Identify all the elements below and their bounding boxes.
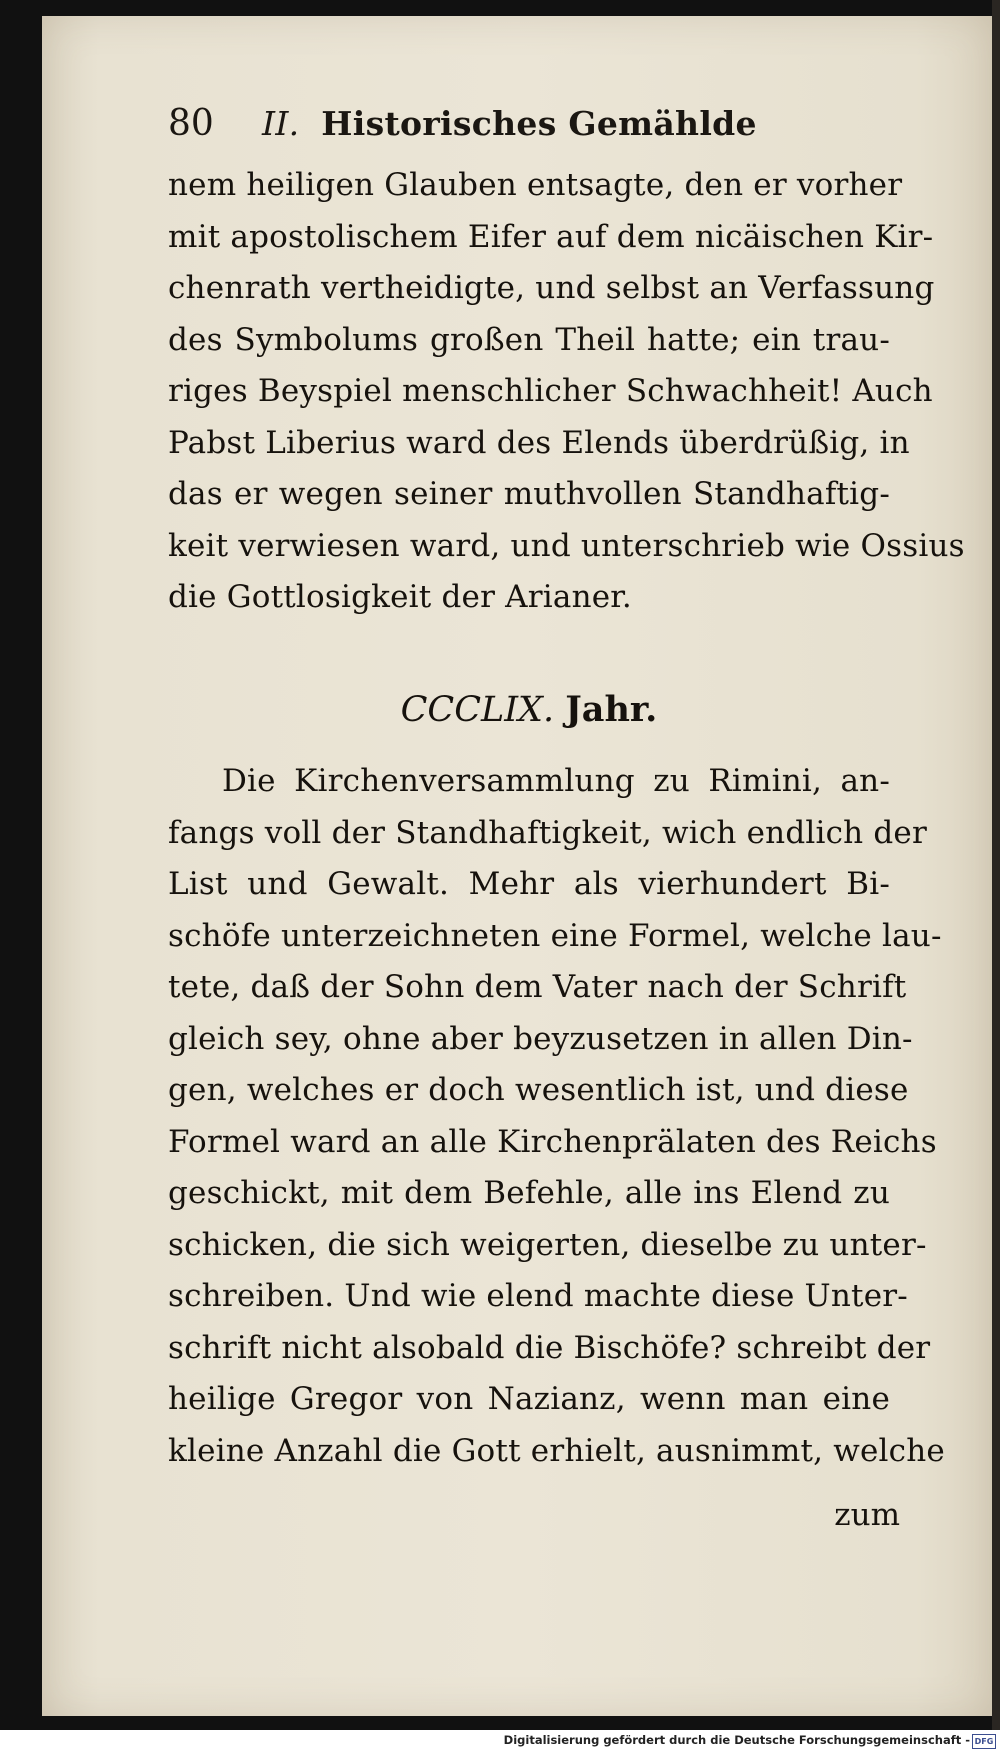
section-heading-word: Jahr. — [565, 689, 658, 730]
text-line: schreiben. Und wie elend machte diese Unter- — [168, 1278, 908, 1314]
text-line: geschickt, mit dem Befehle, alle ins Elend zu — [168, 1175, 890, 1211]
text-line: schrift nicht alsobald die Bischöfe? schreibt der — [168, 1329, 931, 1366]
text-line: tete, daß der Sohn dem Vater nach der Schrift — [168, 969, 907, 1005]
text-line: heilige Gregor von Nazianz, wenn man eine — [168, 1381, 890, 1417]
running-head-roman: II. — [262, 104, 300, 143]
text-line: des Symbolums großen Theil hatte; ein trau- — [168, 321, 890, 358]
paragraph-continued — [168, 160, 965, 624]
footer-credit: Digitalisierung gefördert durch die Deutsche Forschungsgemeinschaft - — [503, 1733, 970, 1747]
text-line: nem heiligen Glauben entsagte, den er vorher — [168, 167, 903, 203]
text-line: schöfe unterzeichneten eine Formel, welche lau- — [168, 917, 942, 954]
running-head — [262, 97, 757, 151]
text-line: fangs voll der Standhaftigkeit, wich endlich der — [168, 814, 927, 851]
text-line: Formel ward an alle Kirchenprälaten des Reichs — [168, 1123, 937, 1160]
text-line: die Gottlosigkeit der Arianer. — [168, 579, 632, 615]
scan-edge — [992, 0, 1000, 1730]
dfg-logo-icon: DFG — [972, 1734, 996, 1749]
section-heading-roman: CCCLIX. — [400, 690, 555, 730]
catchword: zum — [834, 1497, 900, 1533]
text-line: chenrath vertheidigte, und selbst an Verfassung — [168, 270, 935, 306]
running-head-title: Historisches Gemählde — [321, 104, 757, 143]
text-line: schicken, die sich weigerten, dieselbe zu unter- — [168, 1226, 927, 1263]
text-line: riges Beyspiel menschlicher Schwachheit! Auch — [168, 373, 933, 409]
section-heading — [168, 680, 890, 740]
text-line: List und Gewalt. Mehr als vierhundert Bi- — [168, 866, 890, 902]
text-line: das er wegen seiner muthvollen Standhaftig- — [168, 476, 890, 512]
digitization-footer — [0, 1730, 1000, 1751]
text-line: kleine Anzahl die Gott erhielt, ausnimmt, welche — [168, 1432, 945, 1469]
text-line: mit apostolischem Eifer auf dem nicäischen Kir- — [168, 218, 934, 255]
page-number: 80 — [168, 103, 214, 144]
paragraph-main — [168, 756, 945, 1477]
page-header — [168, 97, 808, 151]
text-line: gen, welches er doch wesentlich ist, und diese — [168, 1072, 909, 1108]
text-line: Pabst Liberius ward des Elends überdrüßig, in — [168, 424, 910, 461]
text-line: gleich sey, ohne aber beyzusetzen in allen Din- — [168, 1020, 913, 1057]
text-line: Die Kirchenversammlung zu Rimini, an- — [222, 763, 890, 799]
text-line: keit verwiesen ward, und unterschrieb wie Ossius — [168, 527, 965, 564]
